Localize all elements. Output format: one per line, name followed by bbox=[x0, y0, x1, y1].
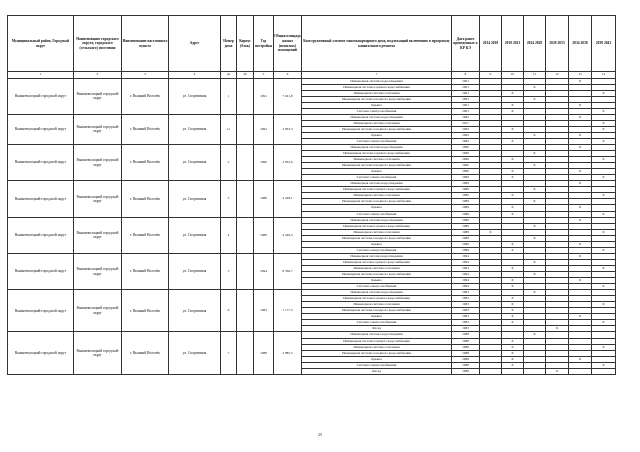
house-municipality: Вышневолоцкий городской округ bbox=[8, 114, 74, 144]
house-street: ул. Спортивная bbox=[169, 181, 221, 217]
work-prior-date: 1990 bbox=[452, 157, 480, 163]
column-number: 5 bbox=[254, 72, 274, 79]
header-locality: Наименование населенного пункта bbox=[122, 16, 169, 72]
period-mark: X bbox=[524, 163, 546, 169]
work-element: Инженерная система водоотведения bbox=[302, 217, 452, 223]
work-element: Инженерная система горячего водоснабжения bbox=[302, 338, 452, 344]
period-mark: X bbox=[592, 126, 616, 132]
column-number: 3 bbox=[122, 72, 169, 79]
work-element: Крыша bbox=[302, 205, 452, 211]
work-prior-date: 1991 bbox=[452, 108, 480, 114]
work-element: Инженерная система холодного водоснабжения bbox=[302, 199, 452, 205]
period-mark: X bbox=[592, 320, 616, 326]
period-mark: X bbox=[502, 320, 524, 326]
work-element: Инженерная система отопления bbox=[302, 229, 452, 235]
work-prior-date: 1991 bbox=[452, 78, 480, 84]
capital-repair-table bbox=[7, 15, 616, 375]
period-mark: X bbox=[569, 114, 592, 120]
period-mark: X bbox=[524, 199, 546, 205]
period-mark: X bbox=[592, 302, 616, 308]
house-building bbox=[237, 78, 254, 114]
period-mark: X bbox=[524, 235, 546, 241]
period-mark: X bbox=[592, 175, 616, 181]
work-prior-date: 1983 bbox=[452, 314, 480, 320]
work-prior-date: 1988 bbox=[452, 350, 480, 356]
work-prior-date: 1989 bbox=[452, 199, 480, 205]
work-element: Система электроснабжения bbox=[302, 211, 452, 217]
work-prior-date: 1994 bbox=[452, 259, 480, 265]
house-street: ул. Спортивная bbox=[169, 290, 221, 332]
period-mark: X bbox=[592, 362, 616, 368]
house-locality: г. Вышний Волочёк bbox=[122, 181, 169, 217]
work-prior-date: 1992 bbox=[452, 126, 480, 132]
house-number: 7 bbox=[221, 332, 237, 374]
work-prior-date: 1992 bbox=[452, 138, 480, 144]
work-prior-date: 1990 bbox=[452, 169, 480, 175]
house-year-built: 1989 bbox=[254, 217, 274, 253]
header-settlement: Наименование городского округа, городского (сельского) поселения bbox=[74, 16, 122, 72]
work-prior-date: 1992 bbox=[452, 132, 480, 138]
work-element: Инженерная система горячего водоснабжения bbox=[302, 223, 452, 229]
house-area: 2 833,3 bbox=[274, 114, 302, 144]
work-element: Инженерная система водоотведения bbox=[302, 253, 452, 259]
work-prior-date: 1991 bbox=[452, 102, 480, 108]
work-element: Инженерная система водоотведения bbox=[302, 332, 452, 338]
header-period: 2029 2033 bbox=[546, 16, 569, 72]
period-mark: X bbox=[502, 241, 524, 247]
period-mark: X bbox=[502, 302, 524, 308]
house-municipality: Вышневолоцкий городской округ bbox=[8, 217, 74, 253]
work-element: Инженерная система холодного водоснабжения bbox=[302, 126, 452, 132]
period-mark: X bbox=[592, 247, 616, 253]
house-building bbox=[237, 332, 254, 374]
house-settlement: Вышневолоцкий городской округ bbox=[74, 114, 122, 144]
house-year-built: 1983 bbox=[254, 290, 274, 332]
work-element: Крыша bbox=[302, 132, 452, 138]
work-prior-date: 1988 bbox=[452, 356, 480, 362]
header-date: Дата ранее проведенных к КР КЭ bbox=[452, 16, 480, 72]
work-element: Инженерная система отопления bbox=[302, 193, 452, 199]
period-mark: X bbox=[502, 265, 524, 271]
work-element: Система электроснабжения bbox=[302, 284, 452, 290]
period-mark: X bbox=[592, 138, 616, 144]
house-number: 2 bbox=[221, 145, 237, 181]
work-element: Система электроснабжения bbox=[302, 247, 452, 253]
work-element: Инженерная система горячего водоснабжения bbox=[302, 187, 452, 193]
period-mark: X bbox=[569, 102, 592, 108]
period-mark: X bbox=[524, 132, 546, 138]
house-locality: г. Вышний Волочёк bbox=[122, 114, 169, 144]
period-mark: X bbox=[592, 344, 616, 350]
period-mark: X bbox=[502, 90, 524, 96]
work-element: Инженерная система горячего водоснабжения bbox=[302, 84, 452, 90]
work-element: Инженерная система холодного водоснабжения bbox=[302, 96, 452, 102]
work-prior-date: 1988 bbox=[452, 338, 480, 344]
header-year-built: Год постройки bbox=[254, 16, 274, 72]
house-building bbox=[237, 290, 254, 332]
period-mark bbox=[502, 368, 524, 374]
period-mark: X bbox=[502, 350, 524, 356]
period-mark bbox=[480, 368, 502, 374]
period-mark: X bbox=[592, 157, 616, 163]
period-mark: X bbox=[502, 344, 524, 350]
period-mark: X bbox=[524, 187, 546, 193]
work-prior-date: 1990 bbox=[452, 175, 480, 181]
period-mark: X bbox=[592, 229, 616, 235]
house-municipality: Вышневолоцкий городской округ bbox=[8, 181, 74, 217]
work-element: Инженерная система холодного водоснабжения bbox=[302, 272, 452, 278]
work-prior-date: 1989 bbox=[452, 241, 480, 247]
column-number: 10 bbox=[502, 72, 524, 79]
house-locality: г. Вышний Волочёк bbox=[122, 253, 169, 289]
period-mark: X bbox=[569, 314, 592, 320]
header-municipality: Муниципальный район, Городской округ bbox=[8, 16, 74, 72]
period-mark: X bbox=[502, 362, 524, 368]
work-prior-date: 2011 bbox=[452, 120, 480, 126]
period-mark: X bbox=[502, 193, 524, 199]
period-mark: X bbox=[502, 157, 524, 163]
period-mark: X bbox=[569, 356, 592, 362]
column-number: 4а bbox=[221, 72, 237, 79]
work-element: Инженерная система отопления bbox=[302, 302, 452, 308]
work-prior-date: 1994 bbox=[452, 253, 480, 259]
period-mark: X bbox=[524, 84, 546, 90]
work-prior-date: 1989 bbox=[452, 211, 480, 217]
period-mark: X bbox=[502, 126, 524, 132]
period-mark: X bbox=[502, 308, 524, 314]
work-element: Инженерная система холодного водоснабжения bbox=[302, 235, 452, 241]
work-element: Система электроснабжения bbox=[302, 138, 452, 144]
work-element: Инженерная система холодного водоснабжения bbox=[302, 308, 452, 314]
house-locality: г. Вышний Волочёк bbox=[122, 78, 169, 114]
work-element: Система электроснабжения bbox=[302, 108, 452, 114]
period-mark: X bbox=[569, 278, 592, 284]
house-municipality: Вышневолоцкий городской округ bbox=[8, 78, 74, 114]
work-element: Инженерная система отопления bbox=[302, 90, 452, 96]
house-area: 1 177,3 bbox=[274, 290, 302, 332]
period-mark: X bbox=[502, 138, 524, 144]
period-mark: X bbox=[569, 253, 592, 259]
work-prior-date: 1990 bbox=[452, 151, 480, 157]
period-mark: X bbox=[502, 284, 524, 290]
house-year-built: 1992 bbox=[254, 114, 274, 144]
house-number: 1 bbox=[221, 78, 237, 114]
house-area: 2 832,6 bbox=[274, 145, 302, 181]
page-number: 25 bbox=[318, 432, 322, 437]
period-mark: X bbox=[502, 169, 524, 175]
house-year-built: 1994 bbox=[254, 253, 274, 289]
column-number: 9 bbox=[480, 72, 502, 79]
work-element: Инженерная система горячего водоснабжения bbox=[302, 259, 452, 265]
house-municipality: Вышневолоцкий городской округ bbox=[8, 332, 74, 374]
work-element: Инженерная система водоотведения bbox=[302, 290, 452, 296]
period-mark: X bbox=[480, 229, 502, 235]
work-element: Фасад bbox=[302, 368, 452, 374]
period-mark: X bbox=[524, 223, 546, 229]
house-locality: г. Вышний Волочёк bbox=[122, 332, 169, 374]
period-mark bbox=[592, 368, 616, 374]
period-mark: X bbox=[569, 132, 592, 138]
work-element: Инженерная система холодного водоснабжения bbox=[302, 350, 452, 356]
work-element: Инженерная система отопления bbox=[302, 157, 452, 163]
house-building bbox=[237, 181, 254, 217]
period-mark: X bbox=[502, 175, 524, 181]
work-element: Система электроснабжения bbox=[302, 320, 452, 326]
work-element: Инженерная система отопления bbox=[302, 265, 452, 271]
period-mark: X bbox=[502, 356, 524, 362]
column-number: 8 bbox=[452, 72, 480, 79]
work-element: Инженерная система отопления bbox=[302, 344, 452, 350]
house-area: 8 566,7 bbox=[274, 253, 302, 289]
period-mark: X bbox=[592, 108, 616, 114]
house-area: 7 021,8 bbox=[274, 78, 302, 114]
header-period: 2024 2028 bbox=[524, 16, 546, 72]
work-element: Крыша bbox=[302, 356, 452, 362]
period-mark: X bbox=[524, 259, 546, 265]
work-element: Инженерная система водоотведения bbox=[302, 114, 452, 120]
work-element: Инженерная система горячего водоснабжения bbox=[302, 151, 452, 157]
house-settlement: Вышневолоцкий городской округ bbox=[74, 253, 122, 289]
work-element: Крыша bbox=[302, 169, 452, 175]
work-element: Крыша bbox=[302, 314, 452, 320]
work-element: Инженерная система водоотведения bbox=[302, 145, 452, 151]
work-prior-date: 1983 bbox=[452, 320, 480, 326]
header-row bbox=[8, 16, 616, 72]
house-building bbox=[237, 217, 254, 253]
period-mark: X bbox=[592, 120, 616, 126]
work-prior-date: 1989 bbox=[452, 217, 480, 223]
column-number: 4б bbox=[237, 72, 254, 79]
column-number: 4 bbox=[169, 72, 221, 79]
work-prior-date: 1989 bbox=[452, 193, 480, 199]
house-number: 6 bbox=[221, 290, 237, 332]
header-period: 2019 2023 bbox=[502, 16, 524, 72]
house-settlement: Вышневолоцкий городской округ bbox=[74, 290, 122, 332]
period-mark: X bbox=[502, 102, 524, 108]
period-mark: X bbox=[569, 78, 592, 84]
header-building: Корпус (блок) bbox=[237, 16, 254, 72]
period-mark: X bbox=[524, 290, 546, 296]
house-year-built: 1991 bbox=[254, 78, 274, 114]
house-settlement: Вышневолоцкий городской округ bbox=[74, 78, 122, 114]
house-municipality: Вышневолоцкий городской округ bbox=[8, 145, 74, 181]
house-street: ул. Спортивная bbox=[169, 114, 221, 144]
work-element: Система электроснабжения bbox=[302, 362, 452, 368]
period-mark: X bbox=[569, 169, 592, 175]
work-prior-date: 1988 bbox=[452, 368, 480, 374]
work-prior-date: 1988 bbox=[452, 362, 480, 368]
work-element: Фасад bbox=[302, 326, 452, 332]
work-prior-date: 1983 bbox=[452, 296, 480, 302]
work-element: Инженерная система отопления bbox=[302, 120, 452, 126]
header-house-number: Номер дома bbox=[221, 16, 237, 72]
work-prior-date: 1990 bbox=[452, 145, 480, 151]
work-element: Инженерная система холодного водоснабжения bbox=[302, 163, 452, 169]
work-prior-date: 1983 bbox=[452, 290, 480, 296]
period-mark: X bbox=[546, 326, 569, 332]
work-element: Крыша bbox=[302, 278, 452, 284]
column-number: 7 bbox=[302, 72, 452, 79]
house-area: 2 885,5 bbox=[274, 332, 302, 374]
column-number: 2 bbox=[74, 72, 122, 79]
work-prior-date: 1989 bbox=[452, 229, 480, 235]
house-number: 5 bbox=[221, 253, 237, 289]
period-mark: X bbox=[592, 90, 616, 96]
period-mark: X bbox=[502, 211, 524, 217]
work-prior-date: 1989 bbox=[452, 223, 480, 229]
house-locality: г. Вышний Волочёк bbox=[122, 217, 169, 253]
house-building bbox=[237, 114, 254, 144]
house-street: ул. Спортивная bbox=[169, 78, 221, 114]
work-prior-date: 1989 bbox=[452, 247, 480, 253]
work-prior-date: 1994 bbox=[452, 284, 480, 290]
work-prior-date: 1994 bbox=[452, 272, 480, 278]
period-mark: X bbox=[569, 241, 592, 247]
column-number: 13 bbox=[569, 72, 592, 79]
house-municipality: Вышневолоцкий городской округ bbox=[8, 253, 74, 289]
period-mark: X bbox=[502, 278, 524, 284]
header-period: 2034 2038 bbox=[569, 16, 592, 72]
house-number: 4 bbox=[221, 217, 237, 253]
house-locality: г. Вышний Волочёк bbox=[122, 145, 169, 181]
column-number: 1 bbox=[8, 72, 74, 79]
period-mark bbox=[524, 368, 546, 374]
header-period: 2014 2018 bbox=[480, 16, 502, 72]
work-prior-date: 1994 bbox=[452, 278, 480, 284]
period-mark: X bbox=[592, 265, 616, 271]
period-mark: X bbox=[502, 247, 524, 253]
work-prior-date: 1983 bbox=[452, 326, 480, 332]
period-mark bbox=[569, 368, 592, 374]
house-number: 3 bbox=[221, 181, 237, 217]
work-prior-date: 1994 bbox=[452, 265, 480, 271]
work-element: Крыша bbox=[302, 102, 452, 108]
house-settlement: Вышневолоцкий городской округ bbox=[74, 217, 122, 253]
period-mark: X bbox=[592, 211, 616, 217]
work-prior-date: 1991 bbox=[452, 90, 480, 96]
period-mark: X bbox=[524, 96, 546, 102]
work-element: Система электроснабжения bbox=[302, 175, 452, 181]
period-mark: X bbox=[592, 193, 616, 199]
period-mark: X bbox=[502, 338, 524, 344]
period-mark: X bbox=[502, 108, 524, 114]
house-settlement: Вышневолоцкий городской округ bbox=[74, 181, 122, 217]
house-locality: г. Вышний Волочёк bbox=[122, 290, 169, 332]
work-prior-date: 1989 bbox=[452, 181, 480, 187]
column-number: 12 bbox=[546, 72, 569, 79]
header-period: 2039 2043 bbox=[592, 16, 616, 72]
period-mark: X bbox=[502, 205, 524, 211]
work-element: Крыша bbox=[302, 241, 452, 247]
house-building bbox=[237, 145, 254, 181]
house-street: ул. Спортивная bbox=[169, 332, 221, 374]
work-prior-date: 1989 bbox=[452, 187, 480, 193]
house-year-built: 1990 bbox=[254, 145, 274, 181]
work-prior-date: 1988 bbox=[452, 332, 480, 338]
period-mark: X bbox=[502, 314, 524, 320]
period-mark: X bbox=[569, 217, 592, 223]
house-building bbox=[237, 253, 254, 289]
column-number: 11 bbox=[524, 72, 546, 79]
house-street: ул. Спортивная bbox=[169, 253, 221, 289]
period-mark: X bbox=[546, 368, 569, 374]
work-prior-date: 1990 bbox=[452, 163, 480, 169]
work-prior-date: 1991 bbox=[452, 84, 480, 90]
column-number: 14 bbox=[592, 72, 616, 79]
house-year-built: 1988 bbox=[254, 332, 274, 374]
work-prior-date: 1988 bbox=[452, 344, 480, 350]
header-area: Общая площадь жилых (нежилых) помещений bbox=[274, 16, 302, 72]
period-mark: X bbox=[569, 205, 592, 211]
house-area: 4 249,4 bbox=[274, 217, 302, 253]
work-element: Инженерная система водоотведения bbox=[302, 78, 452, 84]
work-element: Инженерная система горячего водоснабжения bbox=[302, 296, 452, 302]
period-mark: X bbox=[502, 296, 524, 302]
period-mark: X bbox=[524, 272, 546, 278]
header-address: Адрес bbox=[169, 16, 221, 72]
house-municipality: Вышневолоцкий городской округ bbox=[8, 290, 74, 332]
house-year-built: 1989 bbox=[254, 181, 274, 217]
period-mark: X bbox=[524, 332, 546, 338]
header-element: Конструктивный элемент многоквартирного дома, подлежащий включению в программу капитального ремонта bbox=[302, 16, 452, 72]
work-prior-date: 1983 bbox=[452, 302, 480, 308]
period-mark: X bbox=[569, 181, 592, 187]
work-prior-date: 1983 bbox=[452, 308, 480, 314]
work-prior-date: 1989 bbox=[452, 205, 480, 211]
period-mark: X bbox=[592, 284, 616, 290]
column-number: 6 bbox=[274, 72, 302, 79]
house-number: 1а bbox=[221, 114, 237, 144]
work-prior-date: 1991 bbox=[452, 96, 480, 102]
house-street: ул. Спортивная bbox=[169, 145, 221, 181]
house-settlement: Вышневолоцкий городской округ bbox=[74, 332, 122, 374]
work-prior-date: 1992 bbox=[452, 114, 480, 120]
house-street: ул. Спортивная bbox=[169, 217, 221, 253]
work-element: Инженерная система водоотведения bbox=[302, 181, 452, 187]
house-settlement: Вышневолоцкий городской округ bbox=[74, 145, 122, 181]
period-mark: X bbox=[569, 145, 592, 151]
work-prior-date: 1989 bbox=[452, 235, 480, 241]
period-mark: X bbox=[524, 151, 546, 157]
house-area: 4 248,1 bbox=[274, 181, 302, 217]
